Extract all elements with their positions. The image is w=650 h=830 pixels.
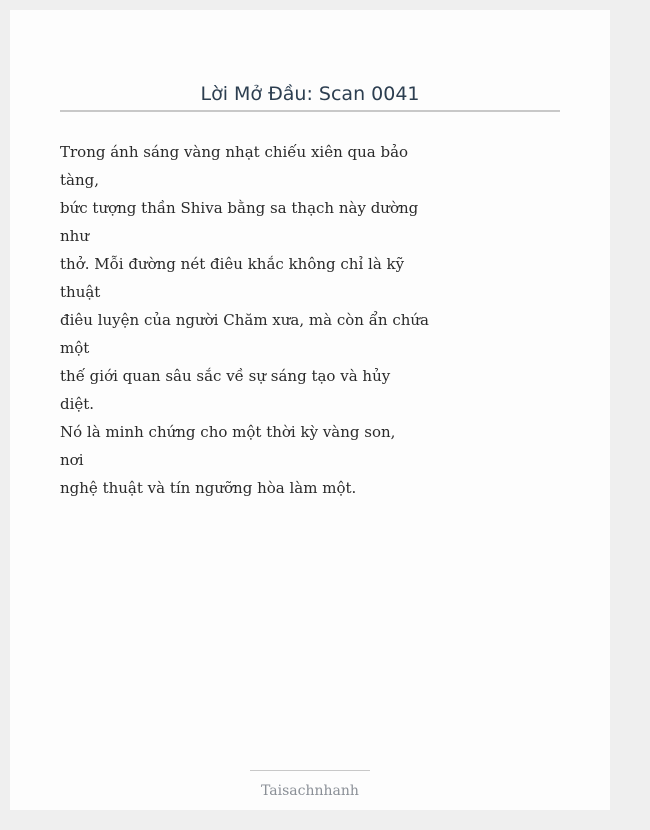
body-line: Nó là minh chứng cho một thời kỳ vàng son, [60,423,396,441]
body-line: nghệ thuật và tín ngưỡng hòa làm một. [60,479,357,497]
body-line: tàng, [60,171,100,189]
body-line: như [60,227,89,245]
body-line: bức tượng thần Shiva bằng sa thạch này dường [60,199,419,217]
body-line: điêu luyện của người Chăm xưa, mà còn ẩn chứa [60,311,429,329]
body-line: thế giới quan sâu sắc về sự sáng tạo và hủy [60,367,391,385]
body-line: một [60,339,90,357]
footer-divider [250,770,370,771]
body-line: diệt. [60,395,95,413]
document-page [10,10,610,810]
body-line: thuật [60,283,101,301]
page-title: Lời Mở Đầu: Scan 0041 [200,83,420,105]
body-line: thở. Mỗi đường nét điêu khắc không chỉ là kỹ [60,255,405,273]
body-line: Trong ánh sáng vàng nhạt chiếu xiên qua bảo [60,143,409,161]
body-line: nơi [60,451,84,469]
body-text [60,138,429,502]
title-divider [60,110,560,112]
page-footer: Taisachnhanh [261,783,359,799]
